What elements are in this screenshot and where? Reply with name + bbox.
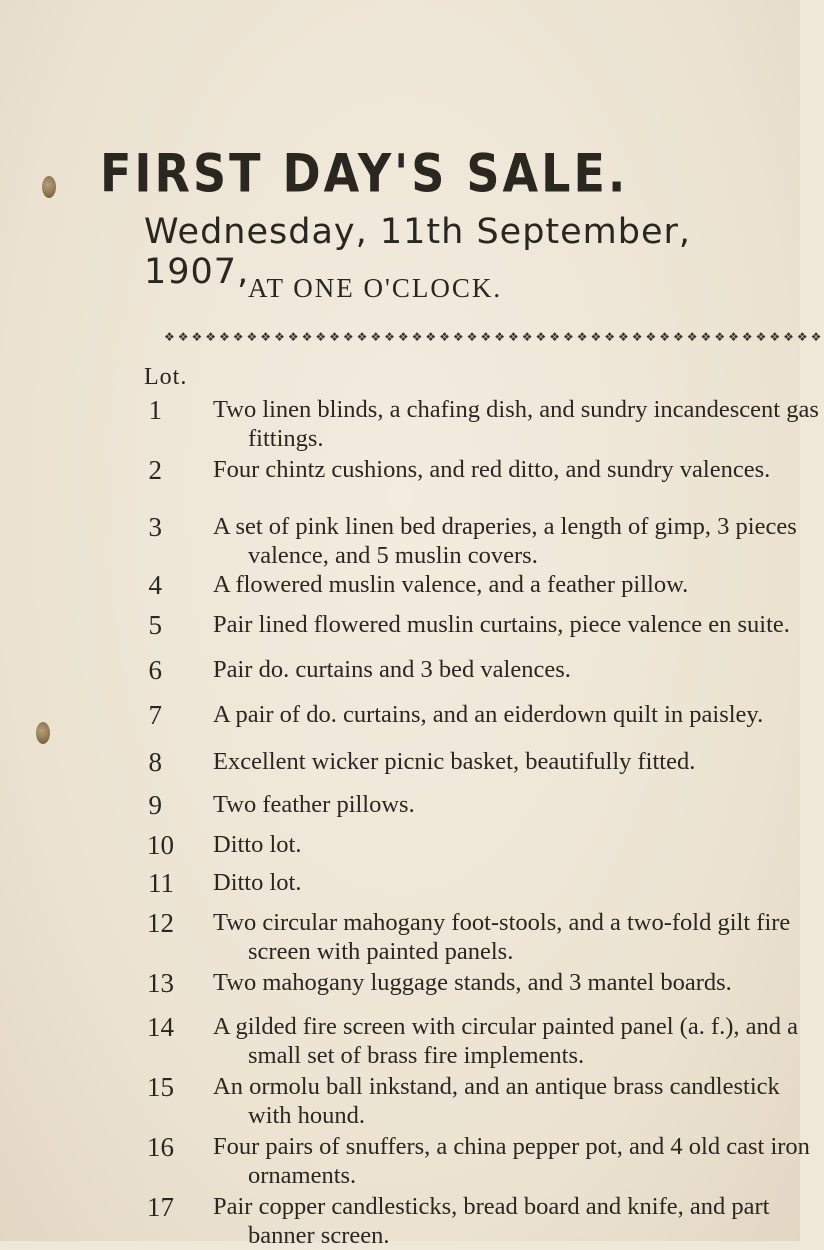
lot-description: Ditto lot. [213,869,302,896]
lot-number: 16 [147,1132,174,1162]
lot-description: Two feather pillows. [213,791,415,818]
lot-description: A gilded fire screen with circular painted panel (a. f.), and a small set of brass fire implements. [213,1013,799,1069]
lot-number: 8 [148,747,162,777]
lot-number: 11 [148,868,174,898]
lot-number: 12 [147,908,174,938]
lot-description: A set of pink linen bed draperies, a length of gimp, 3 pieces valence, and 5 muslin covers. [213,513,797,569]
lot-description: Pair lined flowered muslin curtains, piece valence en suite. [213,611,790,638]
lot-description: An ormolu ball inkstand, and an antique brass candlestick with hound. [213,1073,780,1129]
lot-number: 2 [148,455,162,485]
lot-description: Two mahogany luggage stands, and 3 mantel boards. [213,969,732,996]
pin-hole-top [42,176,56,198]
lot-number: 17 [147,1192,174,1222]
pin-hole-middle [36,722,50,744]
lot-number: 7 [148,700,162,730]
sale-date: Wednesday, 11th September, 1907, [144,212,692,292]
lot-description: A pair of do. curtains, and an eiderdown quilt in paisley. [213,701,764,728]
lot-number: 4 [148,570,162,600]
lot-description: Excellent wicker picnic basket, beautifully fitted. [213,748,696,775]
lot-description: Four chintz cushions, and red ditto, and sundry valences. [213,456,771,483]
lot-number: 14 [147,1012,174,1042]
lot-number: 10 [147,830,174,860]
sale-time: AT ONE O'CLOCK. [248,273,503,303]
lot-number: 5 [148,610,162,640]
lot-description: A flowered muslin valence, and a feather pillow. [213,571,689,598]
lot-number: 9 [148,790,162,820]
lot-number: 3 [148,512,162,542]
lot-description: Ditto lot. [213,831,302,858]
lot-column-header: Lot. [144,364,188,390]
lot-number: 6 [148,655,162,685]
lot-number: 1 [148,395,162,425]
lot-description: Four pairs of snuffers, a china pepper pot, and 4 old cast iron ornaments. [213,1133,810,1189]
ornament-divider: ❖❖❖❖❖❖❖❖❖❖❖❖❖❖❖❖❖❖❖❖❖❖❖❖❖❖❖❖❖❖❖❖❖❖❖❖❖❖❖❖❖❖❖❖❖❖❖❖ [164,330,824,344]
lot-description: Two linen blinds, a chafing dish, and sundry incandescent gas fittings. [213,396,819,452]
lot-description: Pair do. curtains and 3 bed valences. [213,656,571,683]
lot-description: Two circular mahogany foot-stools, and a two-fold gilt fire screen with painted panels. [213,909,791,965]
lot-number: 15 [147,1072,174,1102]
lot-number: 13 [147,968,174,998]
lot-description: Pair copper candlesticks, bread board and knife, and part banner screen. [213,1193,770,1249]
page-title: FIRST DAY'S SALE. [100,142,629,205]
